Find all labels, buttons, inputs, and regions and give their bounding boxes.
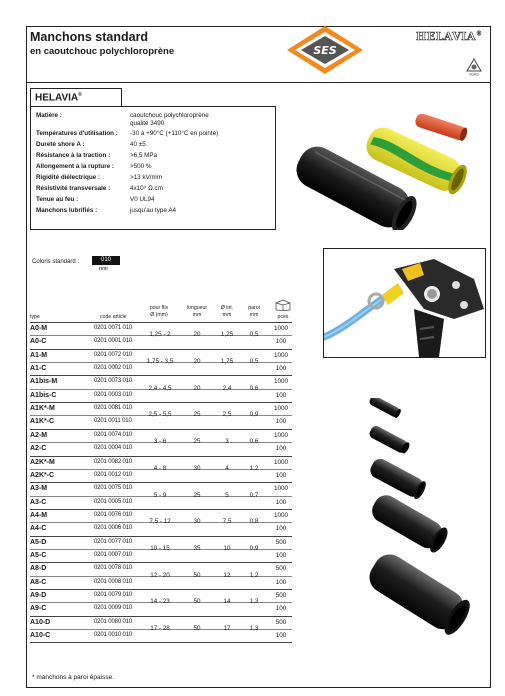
cell-dint: 14 [223,598,231,606]
sleeves-photo [285,100,481,230]
col-header-fils: pour fils Ø (mm) [149,305,169,318]
cell-longueur: 25 [193,411,201,419]
spec-value: 4x10⁹ Ω.cm [130,185,163,192]
cell-pces: 100 [275,551,287,559]
cell-dint: 4 [225,464,229,472]
cell-pces: 100 [275,445,287,453]
brand-logo [416,30,482,43]
cell-code: 0201 0004 010 [94,445,133,452]
cell-pces: 1000 [273,431,288,439]
spec-value: qualité 3490 [130,120,165,127]
cell-type: A10-D [30,618,51,626]
cell-fils: 12 - 20 [150,571,170,579]
cell-type: A1-M [30,351,48,359]
spec-value: >13 kV/mm [130,174,163,181]
table-rule [30,536,292,537]
cell-dint: 3 [225,438,229,446]
cell-fils: 3 - 6 [153,438,167,446]
spec-value: 40 ±5 [130,141,146,148]
cell-dint: 1,75 [220,358,234,366]
cell-longueur: 50 [193,571,201,579]
cell-paroi: 0,7 [249,491,259,499]
cell-pces: 1000 [273,405,288,413]
cell-fils: 2,4 - 4,5 [148,384,172,392]
cell-code: 0201 0076 010 [94,511,133,518]
cell-code: 0201 0078 010 [94,565,133,572]
cell-longueur: 50 [193,598,201,606]
cell-type: A1bis-M [30,378,58,386]
cell-type: A3-C [30,498,47,506]
table-rule [30,429,292,430]
cell-paroi: 0,5 [249,331,259,339]
spec-key: Manchons lubrifiés : [36,207,98,214]
footnote: * manchons à paroi épaisse. [32,674,115,681]
cell-type: A0-C [30,338,47,346]
spec-value: caoutchouc polychloroprène [130,112,209,119]
brand-reg: ® [475,30,483,38]
cell-fils: 4 - 8 [153,464,167,472]
cell-pces: 1000 [273,485,288,493]
table-rule [30,589,292,590]
page-title: Manchons standard [30,30,149,44]
cell-code: 0201 0008 010 [94,578,133,585]
cell-code: 0201 0072 010 [94,351,133,358]
cell-pces: 1000 [273,325,288,332]
table-rule [30,349,292,350]
cell-code: 0201 0077 010 [94,538,133,545]
ses-logo [285,24,365,76]
spec-value: jusqu'au type A4 [130,207,177,214]
cell-code: 0201 0079 010 [94,592,133,598]
spec-key: Tenue au feu : [36,196,79,203]
cell-fils: 2,5 - 5,5 [148,411,172,419]
cell-code: 0201 0003 010 [94,391,133,398]
rohs-icon [465,58,483,76]
cell-fils: 7,5 - 12 [149,518,171,526]
cell-pces: 500 [275,592,287,599]
cell-dint: 7,5 [222,518,232,526]
cell-dint: 17 [223,625,231,633]
cell-longueur: 20 [193,331,201,339]
cell-paroi: 1,2 [249,464,259,472]
cell-fils: 1,25 - 2 [149,331,171,339]
table-rule [30,509,292,510]
cell-pces: 500 [275,538,287,546]
cell-paroi: 0,9 [249,544,259,552]
cell-paroi: 1,3 [249,625,259,633]
cell-code: 0201 0007 010 [94,551,133,558]
brand-name: HELAVIA [416,30,476,43]
cell-longueur: 25 [193,438,201,446]
cell-paroi: 0,6 [249,438,259,446]
spec-value: V0 UL94 [130,196,155,203]
spec-value: -30 à +90°C (+110°C en pointe) [130,130,219,137]
cell-longueur: 25 [193,491,201,499]
cell-pces: 100 [275,338,287,346]
cell-type: A3-M [30,485,48,493]
table-rule [30,322,292,323]
cell-code: 0201 0081 010 [94,405,133,412]
cell-type: A9-C [30,605,47,613]
cell-type: A5-D [30,538,47,546]
spec-tab [30,88,122,106]
cell-code: 0201 0006 010 [94,525,133,532]
table-rule [30,402,292,403]
cell-type: A1-C [30,365,47,373]
table-rule [30,562,292,563]
cell-paroi: 1,3 [249,598,259,606]
cell-paroi: 0,8 [249,518,259,526]
cell-type: A2-M [30,431,48,439]
coloris-label: Coloris standard : [32,259,80,265]
cell-fils: 1,75 - 3,5 [146,358,174,366]
col-header-pces: pces [277,314,289,320]
cell-code: 0201 0073 010 [94,378,133,385]
cell-pces: 500 [275,565,287,573]
color-name: noir [99,266,109,272]
cell-dint: 2,4 [222,384,232,392]
cell-type: A1bis-C [30,391,57,399]
cell-fils: 14 - 23 [150,598,170,606]
cell-type: A0-M [30,325,48,332]
spec-key: Rigidité diélectrique : [36,174,101,181]
cell-pces: 1000 [273,458,288,466]
cell-code: 0201 0080 010 [94,618,133,625]
col-header-longueur: longueur mm [186,305,208,318]
cell-type: A1K*-M [30,405,55,413]
cell-pces: 100 [275,498,287,506]
cell-paroi: 0,6 [249,384,259,392]
cell-code: 0201 0002 010 [94,365,133,372]
spec-value: >6,5 MPa [130,152,158,159]
cell-code: 0201 0012 010 [94,471,133,478]
cell-code: 0201 0005 010 [94,498,133,505]
cell-longueur: 20 [193,358,201,366]
cell-paroi: 0,5 [249,358,259,366]
cell-dint: 10 [223,544,231,552]
table-rule [30,456,292,457]
color-swatch-noir: 010 [92,256,120,265]
spec-tab-reg: ® [78,92,82,98]
cell-longueur: 50 [193,625,201,633]
table-rule [30,482,292,483]
col-header-code: code article [100,314,127,320]
cell-fils: 5 - 9 [153,491,167,499]
table-rule [30,616,292,617]
logo-text: SES [313,44,337,57]
spec-key: Dureté shore A : [36,141,85,148]
cell-pces: 500 [275,618,287,626]
cell-longueur: 35 [193,544,201,552]
page-subtitle: en caoutchouc polychloroprène [30,46,175,57]
spec-key: Résistance à la traction : [36,152,111,159]
cell-type: A2K*-M [30,458,55,466]
table-rule [30,642,292,643]
cell-pces: 100 [275,418,287,426]
sleeves-sizes-illustration [355,398,485,678]
cell-type: A9-D [30,592,47,599]
cell-longueur: 30 [193,464,201,472]
col-header-dint: Ø int. mm [220,305,234,318]
cell-longueur: 20 [193,384,201,392]
cell-pces: 1000 [273,351,288,359]
cell-code: 0201 0082 010 [94,458,133,465]
spec-tab-label: HELAVIA [35,92,79,104]
cell-type: A5-C [30,551,47,559]
table-rule [30,375,292,376]
cell-pces: 100 [275,391,287,399]
cell-pces: 100 [275,525,287,533]
cell-paroi: 0,9 [249,411,259,419]
cell-type: A8-C [30,578,47,586]
cell-pces: 100 [275,605,287,613]
rohs-label: RoHS [469,72,479,76]
spec-key: Allongement à la rupture : [36,163,115,170]
cell-dint: 12 [223,571,231,579]
cell-code: 0201 0075 010 [94,485,133,492]
cell-pces: 100 [275,632,287,640]
cell-type: A1K*-C [30,418,55,426]
cell-pces: 100 [275,578,287,586]
cell-type: A4-M [30,511,48,519]
tool-photo-frame [323,248,486,358]
cell-code: 0201 0001 010 [94,338,133,345]
cell-type: A2-C [30,445,47,453]
cell-dint: 1,25 [220,331,234,339]
cell-pces: 100 [275,365,287,373]
cell-type: A8-D [30,565,47,573]
cell-pces: 100 [275,471,287,479]
cell-type: A10-C [30,632,51,640]
cell-longueur: 30 [193,518,201,526]
spec-key: Températures d'utilisation : [36,130,118,137]
tool-photo [324,249,486,358]
cell-type: A4-C [30,525,47,533]
cell-fils: 10 - 15 [150,544,170,552]
cell-type: A2K*-C [30,471,55,479]
spec-value: >500 % [130,163,152,170]
header-divider [26,82,491,83]
col-header-paroi: paroi mm [248,305,260,318]
spec-key: Matière : [36,112,62,119]
cell-code: 0201 0010 010 [94,632,133,639]
col-header-type: type [30,314,40,320]
cell-fils: 17 - 28 [150,625,170,633]
cell-code: 0201 0011 010 [94,418,132,425]
cell-pces: 1000 [273,511,288,519]
spec-key: Résistivité transversale : [36,185,111,192]
cell-dint: 5 [225,491,229,499]
cell-code: 0201 0071 010 [94,325,133,331]
cell-pces: 1000 [273,378,288,386]
cell-dint: 2,5 [222,411,232,419]
cell-paroi: 1,2 [249,571,259,579]
cell-code: 0201 0074 010 [94,431,133,438]
box-icon [274,299,292,311]
cell-code: 0201 0009 010 [94,605,133,612]
